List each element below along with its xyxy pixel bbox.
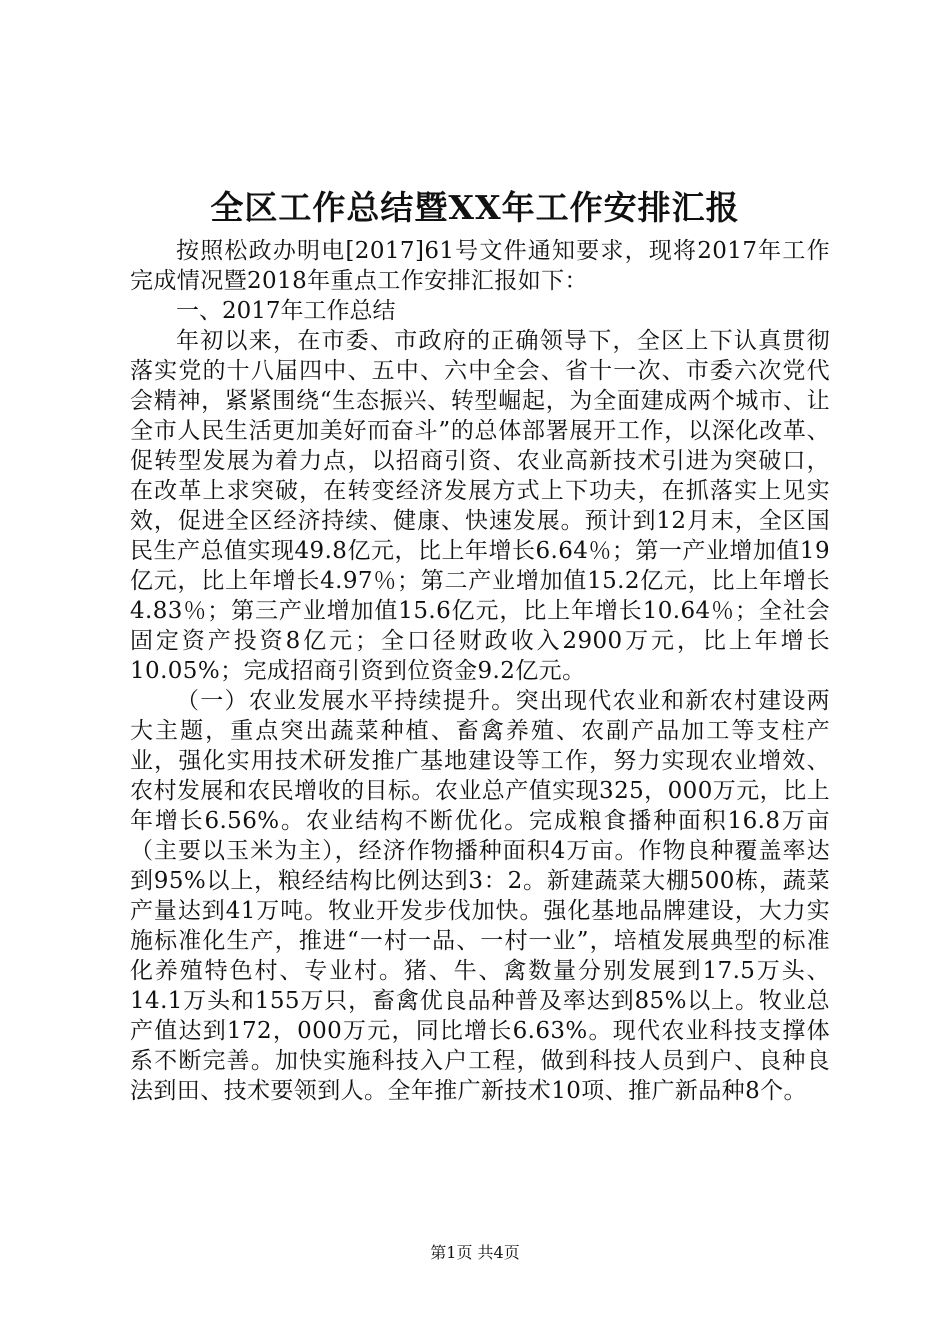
- summary-paragraph: 年初以来，在市委、市政府的正确领导下，全区上下认真贯彻落实党的十八届四中、五中、六中全会、省十一次、市委六次党代会精神，紧紧围绕“生态振兴、转型崛起，为全面建成两个城市、让全市人民生活更加美好而奋斗”的总体部署展开工作，以深化改革、促转型发展为着力点，以招商引资、农业高新技术引进为突破口，在改革上求突破，在转变经济发展方式上下功夫，在抓落实上见实效，促进全区经济持续、健康、快速发展。预计到12月末，全区国民生产总值实现49.8亿元，比上年增长6.64％；第一产业增加值19亿元，比上年增长4.97％；第二产业增加值15.2亿元，比上年增长4.83％；第三产业增加值15.6亿元，比上年增长10.64％；全社会固定资产投资8亿元；全口径财政收入2900万元，比上年增长10.05%；完成招商引资到位资金9.2亿元。: [130, 328, 830, 684]
- intro-paragraph: 按照松政办明电[2017]61号文件通知要求，现将2017年工作完成情况暨2018年重点工作安排汇报如下：: [130, 238, 830, 294]
- agriculture-paragraph: （一）农业发展水平持续提升。突出现代农业和新农村建设两大主题，重点突出蔬菜种植、畜禽养殖、农副产品加工等支柱产业，强化实用技术研发推广基地建设等工作，努力实现农业增效、农村发展和农民增收的目标。农业总产值实现325，000万元，比上年增长6.56%。农业结构不断优化。完成粮食播种面积16.8万亩（主要以玉米为主），经济作物播种面积4万亩。作物良种覆盖率达到95%以上，粮经结构比例达到3：2。新建蔬菜大棚500栋，蔬菜产量达到41万吨。牧业开发步伐加快。强化基地品牌建设，大力实施标准化生产，推进“一村一品、一村一业”，培植发展典型的标准化养殖特色村、专业村。猪、牛、禽数量分别发展到17.5万头、14.1万头和155万只，畜禽优良品种普及率达到85%以上。牧业总产值达到172，000万元，同比增长6.63%。现代农业科技支撑体系不断完善。加快实施科技入户工程，做到科技人员到户、良种良法到田、技术要领到人。全年推广新技术10项、推广新品种8个。: [130, 688, 830, 1104]
- page-footer: 第1页 共4页: [430, 1243, 520, 1262]
- section-heading: 一、2017年工作总结: [176, 298, 396, 324]
- document-title: 全区工作总结暨XX年工作安排汇报: [210, 188, 740, 227]
- document-body: [130, 236, 830, 1106]
